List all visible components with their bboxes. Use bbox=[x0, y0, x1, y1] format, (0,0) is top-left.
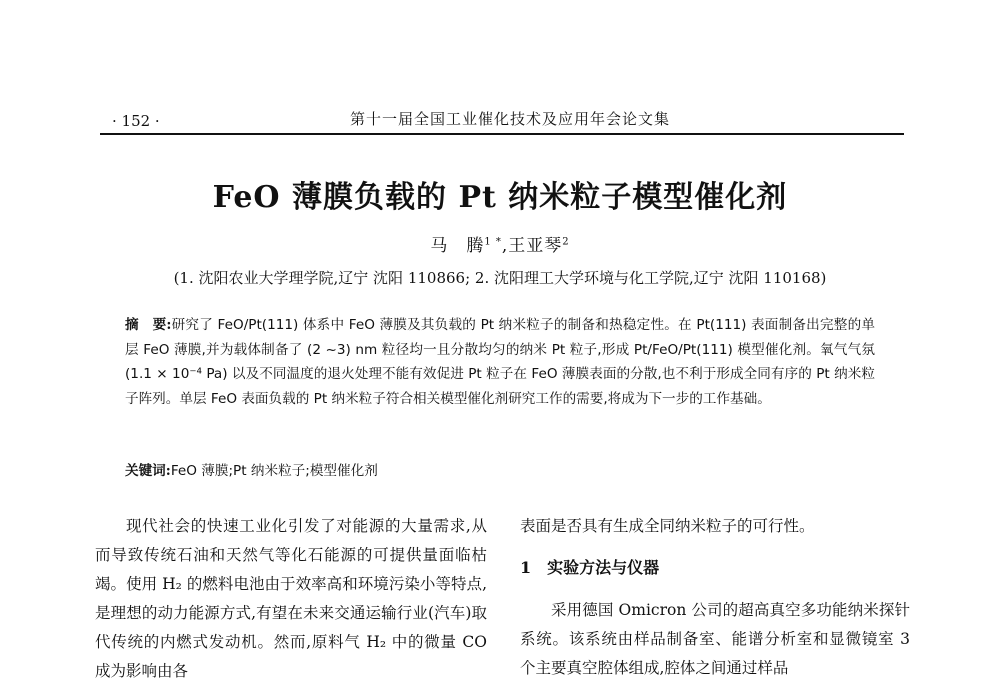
page-number: · 152 · bbox=[112, 112, 160, 130]
right-column bbox=[520, 512, 910, 683]
author-2: 王亚琴 bbox=[508, 236, 563, 256]
paper-title: FeO 薄膜负载的 Pt 纳米粒子模型催化剂 bbox=[212, 180, 788, 215]
section-number: 1 bbox=[520, 558, 532, 577]
header-rule bbox=[100, 133, 904, 135]
abstract bbox=[125, 313, 875, 411]
author-1-affil: 1 * bbox=[484, 236, 502, 248]
author-1: 马 腾 bbox=[430, 236, 485, 256]
intro-paragraph: 现代社会的快速工业化引发了对能源的大量需求,从而导致传统石油和天然气等化石能源的可提供量面临枯竭。使用 H₂ 的燃料电池由于效率高和环境污染小等特点,是理想的动力能源方式,有望在未来交通运输行业(汽车)取代传统的内燃式发动机。然而,原料气 H₂ 中的微量 CO 成为影响由各 bbox=[95, 517, 487, 680]
keywords bbox=[125, 459, 875, 479]
left-column bbox=[95, 512, 487, 686]
authors bbox=[0, 231, 1000, 256]
section-heading bbox=[520, 553, 910, 582]
methods-paragraph: 采用德国 Omicron 公司的超高真空多功能纳米探针系统。该系统由样品制备室、能谱分析室和显微镜室 3 个主要真空腔体组成,腔体之间通过样品 bbox=[520, 601, 910, 677]
section-title: 实验方法与仪器 bbox=[547, 558, 660, 577]
abstract-text: 研究了 FeO/Pt(111) 体系中 FeO 薄膜及其负载的 Pt 纳米粒子的制备和热稳定性。在 Pt(111) 表面制备出完整的单层 FeO 薄膜,并为载体制备了 (2 ~3) nm 粒径均一且分散均匀的纳米 Pt 粒子,形成 Pt/FeO/Pt(111) 模型催化剂。氧气气氛 (1.1 × 10⁻⁴ Pa) 以及不同温度的退火处理不能有效促进 Pt 粒子在 FeO 薄膜表面的分散,也不利于形成全同有序的 Pt 纳米粒子阵列。单层 FeO 表面负载的 Pt 纳米粒子符合相关模型催化剂研究工作的需要,将成为下一步的工作基础。 bbox=[125, 317, 875, 407]
keywords-label: 关键词: bbox=[125, 463, 171, 479]
intro-paragraph-end: 表面是否具有生成全同纳米粒子的可行性。 bbox=[520, 517, 815, 535]
author-separator: , bbox=[501, 236, 509, 256]
running-title: 第十一届全国工业催化技术及应用年会论文集 bbox=[350, 110, 671, 128]
abstract-label: 摘 要: bbox=[125, 317, 172, 333]
affiliations: (1. 沈阳农业大学理学院,辽宁 沈阳 110866; 2. 沈阳理工大学环境与化工学院,辽宁 沈阳 110168) bbox=[173, 269, 827, 287]
author-2-affil: 2 bbox=[562, 236, 570, 248]
keywords-text: FeO 薄膜;Pt 纳米粒子;模型催化剂 bbox=[170, 463, 378, 479]
